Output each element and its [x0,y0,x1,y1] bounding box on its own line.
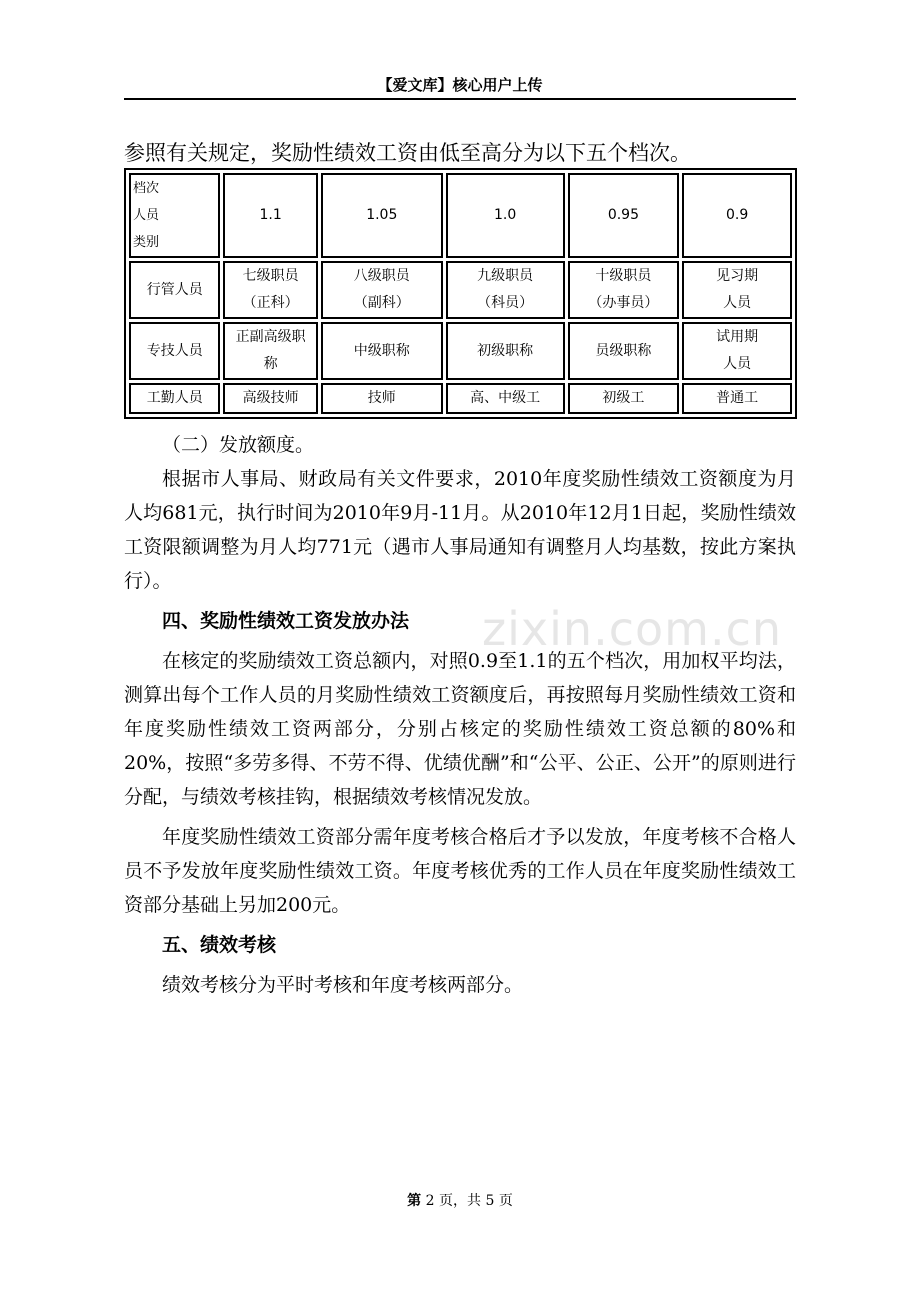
table-cell [682,322,792,380]
table-cell [223,261,317,319]
table-cell [568,261,680,319]
cell-line: （副科） [353,295,410,311]
cell-line: 试用期 [716,329,759,345]
corner-cell [129,173,220,258]
grade-cell: 0.9 [682,173,792,258]
document-header: 【爱文库】核心用户上传 [377,76,543,94]
grade-cell: 1.05 [321,173,443,258]
cell-line: 七级职员 [242,268,299,284]
grade-table [124,168,797,419]
corner-label-category: 类别 [133,235,160,250]
paragraph-annual: 年度奖励性绩效工资部分需年度考核合格后才予以发放，年度考核不合格人员不予发放年度奖励性绩效工资。年度考核优秀的工作人员在年度奖励性绩效工资部分基础上另加200元。 [124,826,796,916]
paragraph-method: 在核定的奖励绩效工资总额内，对照0.9至1.1的五个档次，用加权平均法，测算出每个工作人员的月奖励性绩效工资额度后，再按照每月奖励性绩效工资和年度奖励性绩效工资两部分，分别占核定的奖励性绩效工资总额的80%和20%，按照“多劳多得、不劳不得、优绩优酬”和“公平、公正、公开”的原则进行分配，与绩效考核挂钩，根据绩效考核情况发放。 [124,650,796,808]
table-cell: 高级技师 [223,383,317,414]
row-label: 工勤人员 [129,383,220,414]
footer-suffix: 页 [498,1193,513,1209]
table-cell [223,322,317,380]
corner-label-staff: 人员 [133,208,160,223]
cell-line: （办事员） [588,295,659,311]
table-row [129,383,792,414]
paragraph-assessment: 绩效考核分为平时考核和年度考核两部分。 [162,974,524,996]
cell-line: 八级职员 [353,268,410,284]
table-cell: 技师 [321,383,443,414]
cell-line: 人员 [723,295,752,311]
table-cell: 初级职称 [446,322,565,380]
section-subheading-amount: （二）发放额度。 [162,434,315,456]
cell-line: （科员） [477,295,534,311]
page-footer [124,1190,796,1210]
table-cell: 普通工 [682,383,792,414]
row-label: 行管人员 [129,261,220,319]
header-rule [124,98,796,100]
footer-page-number: 2 [425,1193,435,1209]
grade-cell: 0.95 [568,173,680,258]
grade-cell: 1.0 [446,173,565,258]
paragraph-amount: 根据市人事局、财政局有关文件要求，2010年度奖励性绩效工资额度为月人均681元，执行时间为2010年9月-11月。从2010年12月1日起，奖励性绩效工资限额调整为月人均771元（遇市人事局通知有调整月人均基数，按此方案执行）。 [124,468,796,592]
watermark: zixin.com.cn [482,602,783,656]
document-body [124,428,796,1002]
grade-cell: 1.1 [223,173,317,258]
cell-line: 见习期 [716,268,759,284]
cell-line: 九级职员 [477,268,534,284]
row-label: 专技人员 [129,322,220,380]
cell-line: 称 [263,356,278,372]
cell-line: （正科） [242,295,299,311]
footer-mid: 页，共 [439,1193,481,1209]
corner-label-grade: 档次 [133,181,160,196]
table-row [129,322,792,380]
section-heading-4: 四、奖励性绩效工资发放办法 [162,610,410,632]
intro-text: 参照有关规定，奖励性绩效工资由低至高分为以下五个档次。 [124,141,691,165]
table-cell [321,261,443,319]
table-cell: 高、中级工 [446,383,565,414]
footer-prefix: 第 [407,1193,422,1209]
table-cell [446,261,565,319]
table-cell: 中级职称 [321,322,443,380]
section-heading-5: 五、绩效考核 [162,934,277,956]
table-cell: 初级工 [568,383,680,414]
cell-line: 正副高级职 [235,329,306,345]
table-cell: 员级职称 [568,322,680,380]
table-header-row [129,173,792,258]
table-cell [682,261,792,319]
cell-line: 十级职员 [595,268,652,284]
footer-total-pages: 5 [485,1193,495,1209]
cell-line: 人员 [723,356,752,372]
table-row [129,261,792,319]
